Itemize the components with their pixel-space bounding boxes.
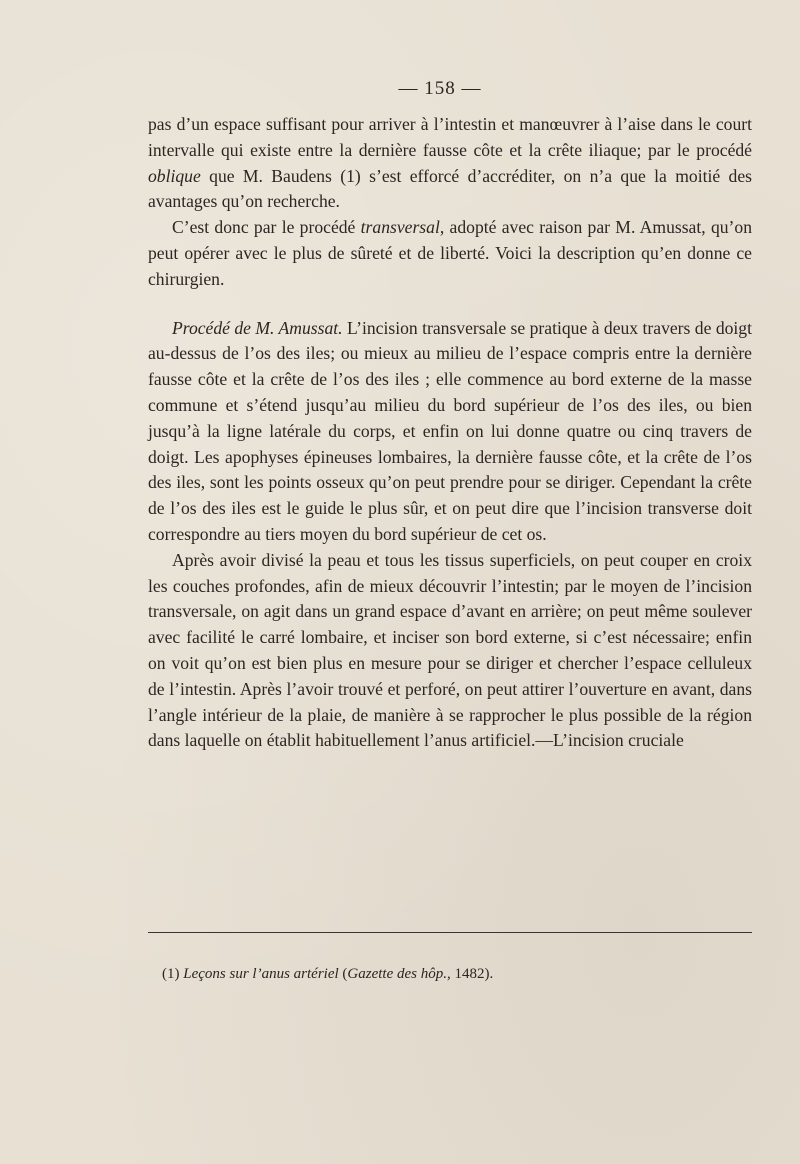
footnote-divider [148, 932, 752, 933]
text-run: que M. Baudens (1) s’est efforcé d’accréditer, on n’a que la moitié des avantages qu’on recherche. [148, 165, 752, 212]
paragraph-1 [148, 112, 752, 215]
body-text [148, 112, 752, 754]
paragraph-4: Après avoir divisé la peau et tous les tissus superficiels, on peut couper en croix les couches profondes, afin de mieux découvrir l’intestin; par le moyen de l’incision transversale, on agit dans un grand espace d’avant en arrière; on peut même soulever avec facilité le carré lombaire, et inciser son bord externe, si c’est nécessaire; enfin on voit qu’on est bien plus en mesure pour se diriger et chercher l’espace celluleux de l’intestin. Après l’avoir trouvé et perforé, on peut attirer l’ouverture en avant, dans l’angle intérieur de la plaie, de manière à se rapprocher le plus possible de la région dans laquelle on établit habituellement l’anus artificiel.—L’incision cruciale [148, 549, 752, 751]
page-number: — 158 — [398, 78, 482, 99]
text-run: C’est donc par le procédé [172, 217, 361, 238]
footnote [162, 964, 752, 984]
paragraph-2 [148, 215, 752, 292]
text-run: L’incision transversale se pratique à deux travers de doigt au-dessus de l’os des iles; ou mieux au milieu de l’espace compris entre la dernière fausse côte et la crête de l’os des iles ; elle commence au bord externe de la masse commune et s’étend jusqu’au milieu du bord supérieur de l’os des iles, ou bien jusqu’à la ligne latérale du corps, et enfin on lui donne quatre ou cinq travers de doigt. Les apophyses épineuses lombaires, la dernière fausse côte, et la crête de l’os des iles, sont les points osseux qu’on peut prendre pour se diriger. Cependant la crête de l’os des iles est le guide le plus sûr, et on peut dire que l’incision transverse doit correspondre au tiers moyen du bord supérieur de cet os. [148, 317, 752, 544]
italic-term: transversal [360, 217, 440, 238]
text-run: ( [338, 966, 348, 982]
italic-term: oblique [148, 165, 201, 186]
section-heading: Procédé de M. Amussat. [172, 317, 343, 338]
footnote-title: Leçons sur l’anus artériel [183, 966, 339, 982]
text-run: , 1482). [447, 966, 494, 982]
paragraph-3 [148, 316, 752, 548]
footnote-marker: (1) [162, 966, 184, 982]
text-run: pas d’un espace suffisant pour arriver à l’intestin et manœuvrer à l’aise dans le court intervalle qui existe entre la dernière fausse côte et la crête iliaque; par le procédé [148, 114, 752, 160]
text-run: , adopté avec raison par M. Amussat, qu’on peut opérer avec le plus de sûreté et de liberté. Voici la description qu’en donne ce chirurgien. [148, 217, 752, 289]
footnote-source: Gazette des hôp. [347, 966, 447, 982]
